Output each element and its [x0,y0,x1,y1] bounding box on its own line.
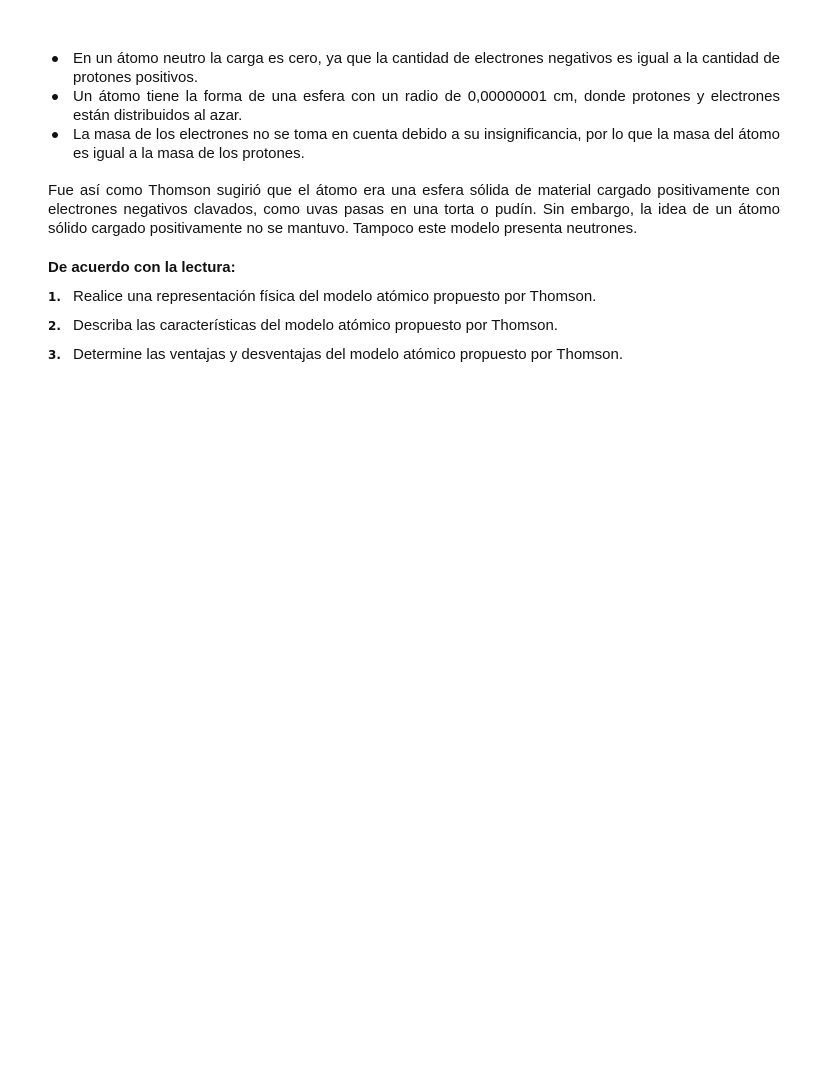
question-text: Realice una representación física del modelo atómico propuesto por Thomson. [73,288,597,305]
bullet-dot-icon [52,94,58,100]
question-number: 1. [48,290,61,304]
bullet-item-sphere-shape [48,87,780,125]
bullet-item-electron-mass [48,125,780,163]
question-item [48,287,780,306]
question-text: Determine las ventajas y desventajas del modelo atómico propuesto por Thomson. [73,346,624,363]
bullet-text: Un átomo tiene la forma de una esfera con un radio de 0,00000001 cm, donde protones y electrones están distribuidos al azar. [73,88,780,124]
question-item [48,316,780,335]
body-paragraph: Fue así como Thomson sugirió que el átomo era una esfera sólida de material cargado positivamente con electrones negativos clavados, como uvas pasas en una torta o pudín. Sin embargo, la idea de un átomo sólido cargado positivamente no se mantuvo. Tampoco este modelo presenta neutrones. [48,182,780,237]
bullet-text: La masa de los electrones no se toma en cuenta debido a su insignificancia, por lo que la masa del átomo es igual a la masa de los protones. [73,126,780,162]
question-number: 2. [48,319,61,333]
question-list [48,287,780,364]
section-heading: De acuerdo con la lectura: [48,259,236,276]
bullet-text: En un átomo neutro la carga es cero, ya que la cantidad de electrones negativos es igual a la cantidad de protones positivos. [73,50,780,86]
bullet-list [48,49,780,163]
bullet-dot-icon [52,56,58,62]
bullet-dot-icon [52,132,58,138]
document-page [48,49,780,374]
bullet-item-neutral-charge [48,49,780,87]
question-item [48,345,780,364]
question-number: 3. [48,348,61,362]
question-text: Describa las características del modelo atómico propuesto por Thomson. [73,317,558,334]
